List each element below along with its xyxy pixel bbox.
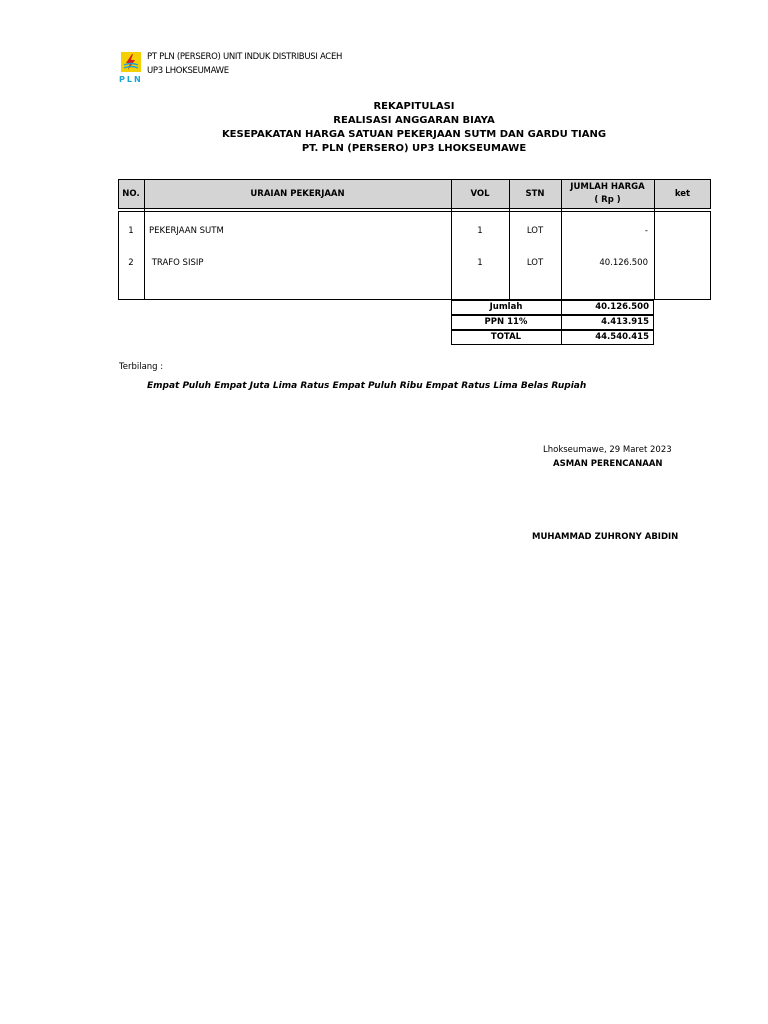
row-1-stn: LOT xyxy=(526,226,544,236)
total-label-ppn: PPN 11% xyxy=(484,317,528,327)
total-label-total: TOTAL xyxy=(490,332,522,342)
org-line-1: PT PLN (PERSERO) UNIT INDUK DISTRIBUSI ACEH xyxy=(147,52,343,62)
logo-text: PLN xyxy=(119,75,143,84)
col-header-ket: ket xyxy=(674,189,691,199)
row-1-uraian: PEKERJAAN SUTM xyxy=(149,226,224,236)
title-3: KESEPAKATAN HARGA SATUAN PEKERJAAN SUTM DAN GARDU TIANG xyxy=(221,129,607,140)
row-2-jumlah: 40.126.500 xyxy=(599,258,648,268)
logo-box xyxy=(121,52,141,72)
title-1: REKAPITULASI xyxy=(373,101,455,112)
table-body xyxy=(118,211,711,300)
row-2-uraian: TRAFO SISIP xyxy=(149,258,204,268)
org-line-2: UP3 LHOKSEUMAWE xyxy=(147,66,229,76)
col-header-uraian: URAIAN PEKERJAAN xyxy=(250,189,345,199)
terbilang-text: Empat Puluh Empat Juta Lima Ratus Empat Puluh Ribu Empat Ratus Lima Belas Rupiah xyxy=(147,381,587,391)
place-date: Lhokseumawe, 29 Maret 2023 xyxy=(543,445,672,455)
col-header-vol: VOL xyxy=(470,189,490,199)
signatory-name: MUHAMMAD ZUHRONY ABIDIN xyxy=(532,532,679,542)
total-value-total: 44.540.415 xyxy=(595,332,649,342)
signatory-role: ASMAN PERENCANAAN xyxy=(553,459,663,469)
total-label-jumlah: Jumlah xyxy=(489,302,523,312)
row-1-jumlah: - xyxy=(644,226,648,236)
lightning-bolt-icon xyxy=(121,52,141,72)
col-header-jumlah: JUMLAH HARGA xyxy=(570,182,645,192)
row-1-vol: 1 xyxy=(477,226,483,236)
pln-logo xyxy=(119,52,145,86)
terbilang-label: Terbilang : xyxy=(119,362,164,372)
col-header-no: NO. xyxy=(122,189,140,199)
total-value-ppn: 4.413.915 xyxy=(601,317,649,327)
row-2-stn: LOT xyxy=(526,258,544,268)
row-1-no: 1 xyxy=(128,226,134,236)
row-2-no: 2 xyxy=(128,258,134,268)
col-header-rp: ( Rp ) xyxy=(594,195,621,205)
col-header-stn: STN xyxy=(525,189,545,199)
row-2-vol: 1 xyxy=(477,258,483,268)
title-4: PT. PLN (PERSERO) UP3 LHOKSEUMAWE xyxy=(301,143,527,154)
title-2: REALISASI ANGGARAN BIAYA xyxy=(333,115,495,126)
total-value-jumlah: 40.126.500 xyxy=(595,302,649,312)
